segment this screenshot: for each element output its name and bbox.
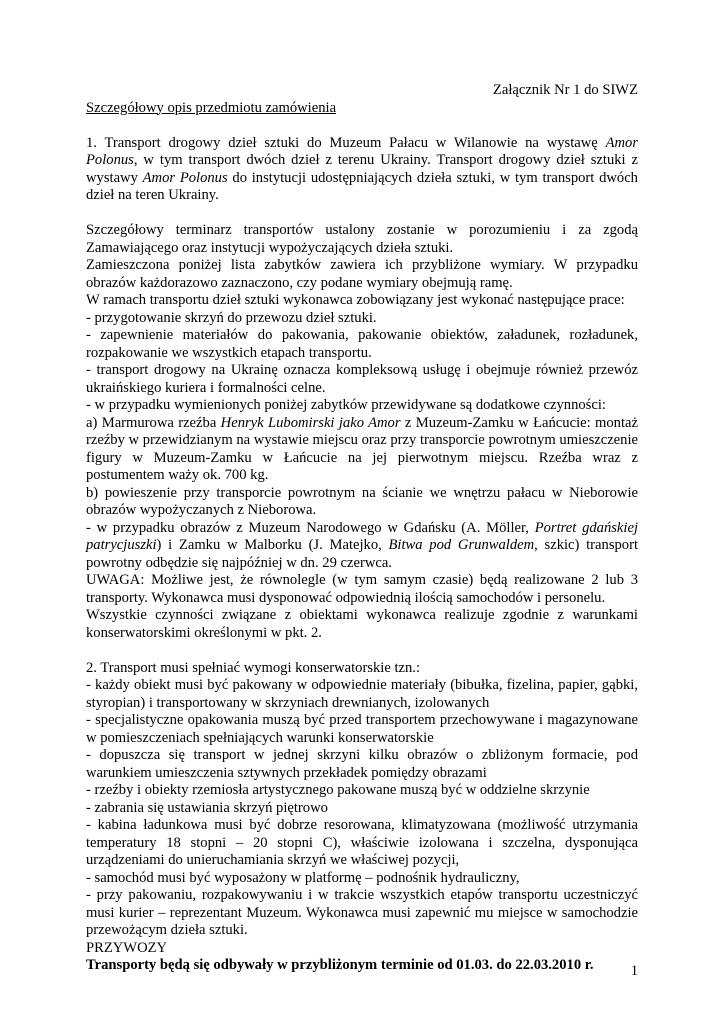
list-item: - transport drogowy na Ukrainę oznacza kompleksową usługę i obejmuje również przewóz ukraińskiego kuriera i formalności celne. bbox=[86, 362, 638, 396]
item-b: b) powieszenie przy transporcie powrotnym na ścianie we wnętrzu pałacu w Nieborowie obrazów wypożyczanych z Nieborowa. bbox=[86, 484, 638, 518]
przywozy-heading: PRZYWOZY bbox=[86, 939, 168, 956]
annex-label: Załącznik Nr 1 do SIWZ bbox=[492, 82, 638, 98]
paragraph-conditions: Wszystkie czynności związane z obiektami wykonawca realizuje zgodnie z warunkami konserwatorskimi określonymi w pkt. 2. bbox=[86, 607, 638, 641]
paragraph-uwaga: UWAGA: Możliwe jest, że równolegle (w tym samym czasie) będą realizowane 2 lub 3 transporty. Wykonawca musi dysponować odpowiednią ilością samochodów i personelu. bbox=[86, 572, 638, 606]
list-item: - przygotowanie skrzyń do przewozu dzieł sztuki. bbox=[86, 309, 377, 326]
paragraph-schedule: Szczegółowy terminarz transportów ustalony zostanie w porozumieniu i za zgodą Zamawiającego oraz instytucji wypożyczających dzieła sztuki. bbox=[86, 222, 638, 256]
paragraph-obligations: W ramach transportu dzieł sztuki wykonawca zobowiązany jest wykonać następujące prace: bbox=[86, 292, 625, 308]
section2-intro: 2. Transport musi spełniać wymogi konserwatorskie tzn.: bbox=[86, 659, 421, 676]
transport-dates: Transporty będą się odbywały w przybliżonym terminie od 01.03. do 22.03.2010 r. bbox=[86, 957, 594, 973]
list-item: - specjalistyczne opakowania muszą być przed transportem przechowywane i magazynowane w pomieszczeniach spełniających warunki konserwatorskie bbox=[86, 712, 638, 746]
list-item: - kabina ładunkowa musi być dobrze resorowana, klimatyzowana (możliwość utrzymania temperatury 18 stopni – 20 stopni C), właściwie izolowana i szczelna, dysponująca urządzeniami do unieruchamiania skrzyń we właściwej pozycji, bbox=[86, 817, 638, 868]
paragraph-1: 1. Transport drogowy dzieł sztuki do Muzeum Pałacu w Wilanowie na wystawę Amor Polonus, w tym transport dwóch dzieł z terenu Ukrainy. Transport drogowy dzieł sztuki z wystawy Amor Polonus do instytucji udostępniających dzieła sztuki, w tym transport dwóch dzieł na teren Ukrainy. bbox=[86, 134, 638, 203]
list-item: - rzeźby i obiekty rzemiosła artystycznego pakowane muszą być w oddzielne skrzynie bbox=[86, 782, 590, 798]
list-item: - każdy obiekt musi być pakowany w odpowiednie materiały (bibułka, fizelina, papier, gąbki, styropian) i transportowany w skrzyniach drewnianych, izolowanych bbox=[86, 677, 638, 711]
paragraph-dimensions: Zamieszczona poniżej lista zabytków zawiera ich przybliżone wymiary. W przypadku obrazów każdorazowo zaznaczono, czy podane wymiary obejmują ramę. bbox=[86, 257, 638, 291]
list-item: - przy pakowaniu, rozpakowywaniu i w trakcie wszystkich etapów transportu uczestniczyć musi kurier – reprezentant Muzeum. Wykonawca musi zapewnić mu miejsce w samochodzie przewożącym dzieła sztuki. bbox=[86, 887, 638, 938]
list-item: - samochód musi być wyposażony w platformę – podnośnik hydrauliczny, bbox=[86, 869, 520, 886]
list-item: - zabrania się ustawiania skrzyń piętrowo bbox=[86, 799, 328, 816]
item-gdansk: - w przypadku obrazów z Muzeum Narodowego w Gdańsku (A. Möller, Portret gdańskiej patrycjuszki) i Zamku w Malborku (J. Matejko, Bitwa pod Grunwaldem, szkic) transport powrotny odbędzie się najpóźniej w dn. 29 czerwca. bbox=[86, 519, 639, 571]
list-item: - dopuszcza się transport w jednej skrzyni kilku obrazów o zbliżonym formacie, pod warunkiem umieszczenia sztywnych przekładek pomiędzy obrazami bbox=[86, 747, 638, 781]
page-number: 1 bbox=[630, 963, 638, 979]
document-title: Szczegółowy opis przedmiotu zamówienia bbox=[86, 99, 337, 116]
list-item: - w przypadku wymienionych poniżej zabytków przewidywane są dodatkowe czynności: bbox=[86, 397, 606, 413]
item-a: a) Marmurowa rzeźba Henryk Lubomirski jako Amor z Muzeum-Zamku w Łańcucie: montaż rzeźby w przewidzianym na wystawie miejscu oraz przy transporcie powrotnym umieszczenie figury w Muzeum-Zamku w Łańcucie na jej pierwotnym miejscu. Rzeźba wraz z postumentem waży ok. 700 kg. bbox=[86, 414, 638, 483]
list-item: - zapewnienie materiałów do pakowania, pakowanie obiektów, załadunek, rozładunek, rozpakowanie we wszystkich etapach transportu. bbox=[86, 327, 638, 361]
